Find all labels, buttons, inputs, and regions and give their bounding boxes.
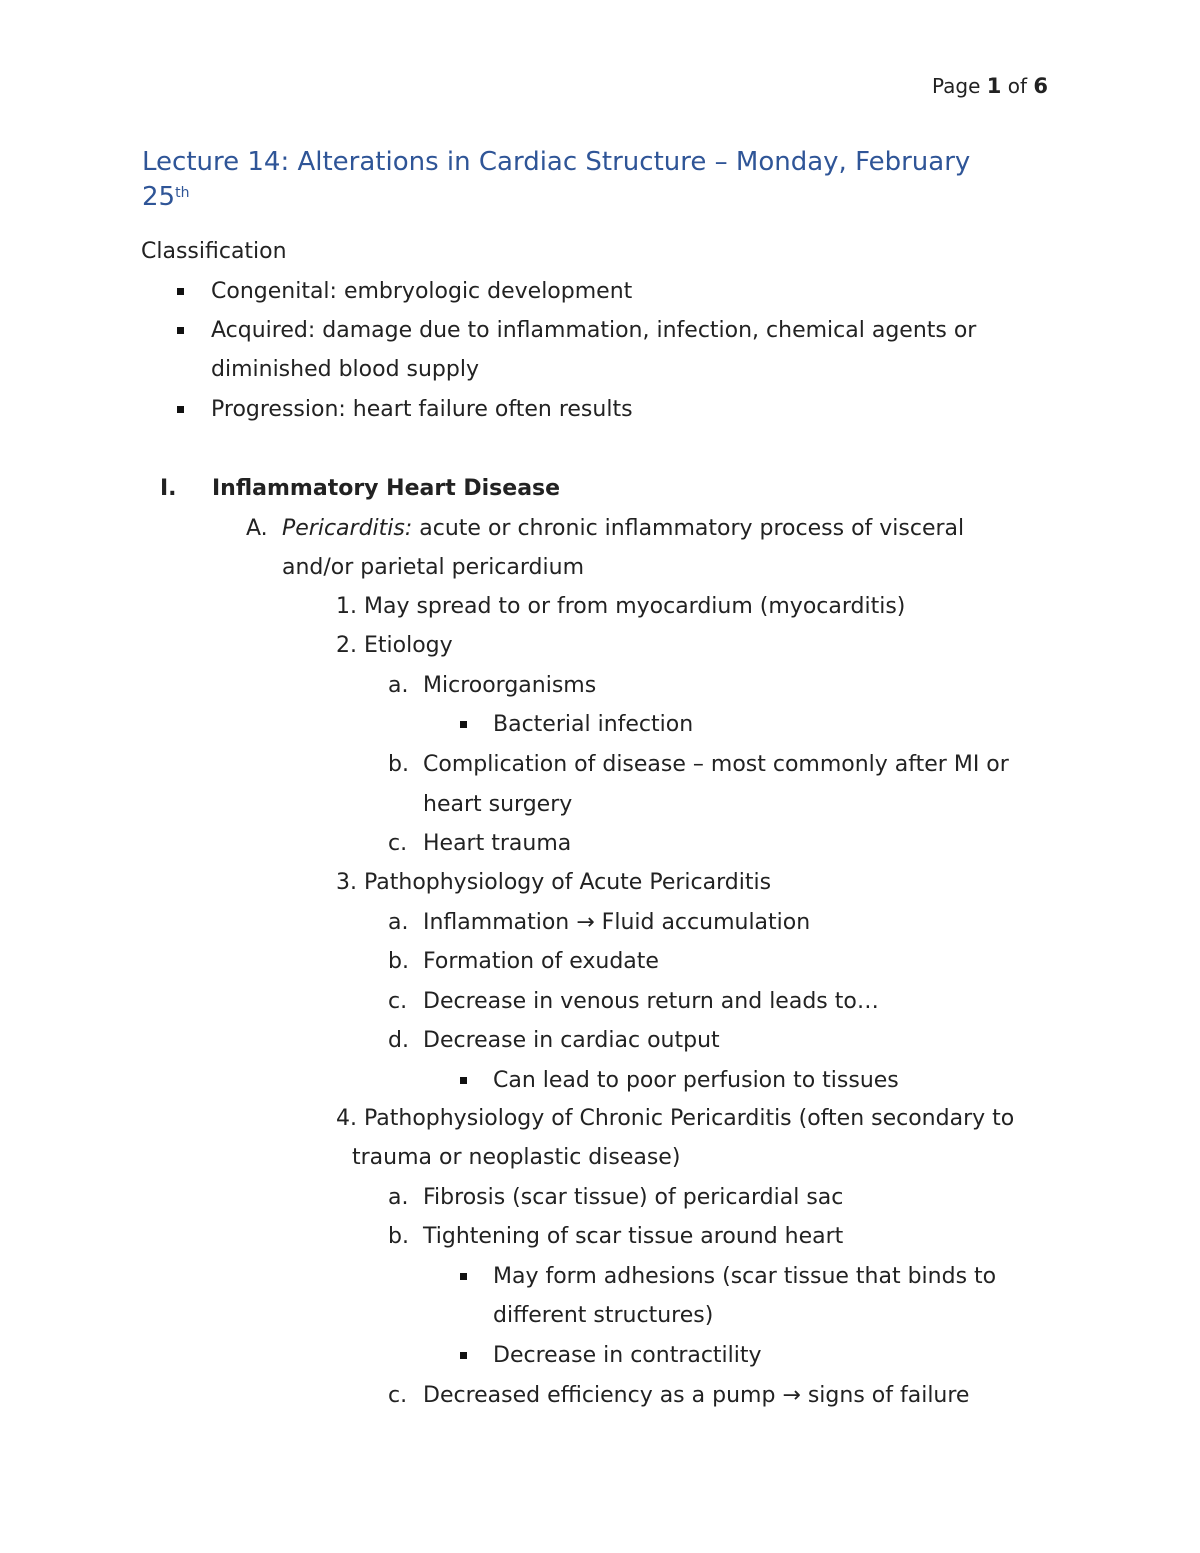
document-title-line1: Lecture 14: Alterations in Cardiac Structure – Monday, February (142, 147, 971, 177)
pericarditis-definition-cont: and/or parietal pericardium (282, 555, 584, 580)
page-number (932, 72, 1048, 100)
item-2b-cont: heart surgery (423, 792, 573, 817)
item-3c: Decrease in venous return and leads to… (423, 989, 879, 1014)
item-4b-bullet-1-cont: different structures) (493, 1303, 714, 1328)
item-3b: Formation of exudate (423, 949, 659, 974)
page-total: 6 (1033, 74, 1049, 98)
page-label: Page (932, 74, 981, 98)
list-letter: b. (388, 1224, 409, 1249)
item-4: 4. Pathophysiology of Chronic Pericarditis (often secondary to (336, 1106, 1015, 1131)
pericarditis-text: acute or chronic inflammatory process of visceral (412, 516, 965, 541)
list-letter: c. (388, 831, 408, 856)
item-2b: Complication of disease – most commonly after MI or (423, 752, 1009, 777)
item-3d-bullet: Can lead to poor perfusion to tissues (493, 1068, 899, 1093)
list-letter: c. (388, 1383, 408, 1408)
subsection-marker: A. (246, 516, 268, 541)
item-4a: Fibrosis (scar tissue) of pericardial sac (423, 1185, 844, 1210)
item-4b-bullet-1: May form adhesions (scar tissue that binds to (493, 1264, 997, 1289)
list-letter: a. (388, 1185, 409, 1210)
item-4b-bullet-2: Decrease in contractility (493, 1343, 762, 1368)
list-letter: c. (388, 989, 408, 1014)
item-3: 3. Pathophysiology of Acute Pericarditis (336, 870, 772, 895)
pericarditis-definition (282, 515, 964, 543)
item-2a-bullet: Bacterial infection (493, 712, 694, 737)
bullet-square (177, 288, 184, 295)
list-letter: b. (388, 949, 409, 974)
item-4b: Tightening of scar tissue around heart (423, 1224, 844, 1249)
section-heading: Inflammatory Heart Disease (212, 476, 561, 501)
page-of: of (1007, 74, 1028, 98)
list-letter: b. (388, 752, 409, 777)
item-4c: Decreased efficiency as a pump → signs of failure (423, 1383, 970, 1408)
classification-bullet-acquired: Acquired: damage due to inflammation, infection, chemical agents or (211, 318, 977, 343)
bullet-square (460, 1077, 467, 1084)
document-title-line2 (142, 180, 189, 214)
bullet-square (460, 1352, 467, 1359)
list-letter: a. (388, 910, 409, 935)
section-numeral: I. (160, 476, 177, 501)
classification-bullet-acquired-cont: diminished blood supply (211, 357, 479, 382)
item-3d: Decrease in cardiac output (423, 1028, 720, 1053)
classification-bullet-congenital: Congenital: embryologic development (211, 279, 633, 304)
bullet-square (177, 327, 184, 334)
list-letter: a. (388, 673, 409, 698)
item-3a: Inflammation → Fluid accumulation (423, 910, 811, 935)
title-date: 25 (142, 182, 176, 212)
title-date-suffix: th (175, 185, 190, 201)
bullet-square (460, 721, 467, 728)
item-1: 1. May spread to or from myocardium (myocarditis) (336, 594, 906, 619)
list-letter: d. (388, 1028, 409, 1053)
pericarditis-term: Pericarditis: (282, 516, 413, 541)
classification-heading: Classification (141, 239, 287, 264)
classification-bullet-progression: Progression: heart failure often results (211, 397, 633, 422)
item-4-cont: trauma or neoplastic disease) (352, 1145, 681, 1170)
page-current: 1 (986, 74, 1002, 98)
bullet-square (460, 1273, 467, 1280)
item-2c: Heart trauma (423, 831, 572, 856)
item-2a: Microorganisms (423, 673, 597, 698)
bullet-square (177, 406, 184, 413)
item-2: 2. Etiology (336, 633, 453, 658)
